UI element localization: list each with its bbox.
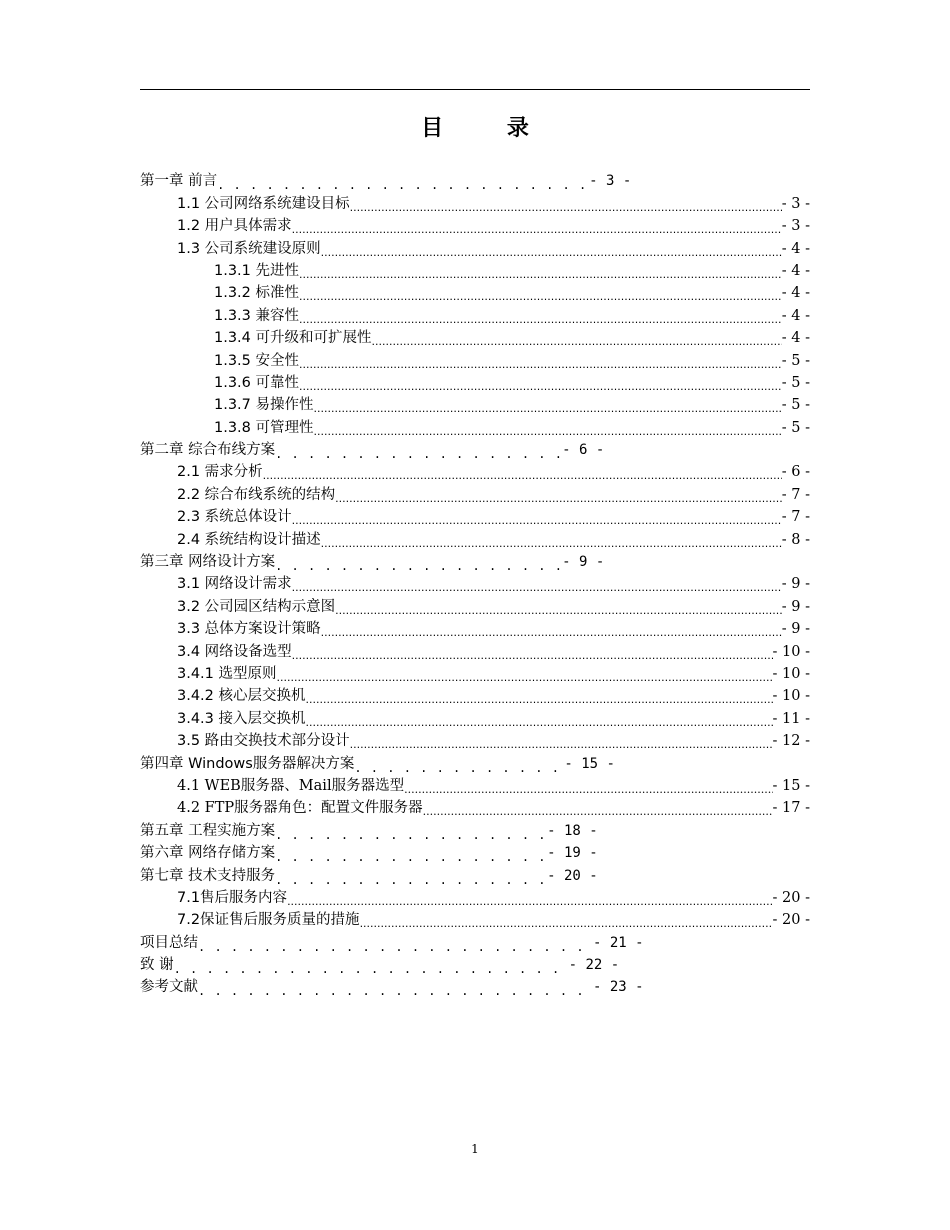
- toc-leader-dots: [314, 394, 782, 416]
- toc-entry-7-1[interactable]: [140, 887, 810, 909]
- toc-leader-dots: [350, 193, 782, 215]
- toc-entry-2-1[interactable]: [140, 461, 810, 483]
- toc-entry-label: 2.1 需求分析: [177, 464, 263, 481]
- toc-entry-page: - 4 -: [781, 307, 810, 324]
- toc-entry-page: - 19 -: [547, 845, 598, 862]
- toc-leader-dots: [335, 484, 782, 506]
- toc-entry-label: 1.1 公司网络系统建设目标: [177, 195, 350, 212]
- toc-entry-1-3-1[interactable]: [140, 260, 810, 282]
- toc-entry-label: 3.1 网络设计需求: [177, 576, 292, 593]
- toc-leader-dots: [423, 797, 773, 819]
- toc-entry-label: 第一章 前言: [140, 173, 218, 190]
- toc-entry-page: - 18 -: [547, 822, 598, 839]
- toc-entry-page: - 10 -: [772, 665, 810, 682]
- toc-leader-dots: [287, 887, 772, 909]
- footer-page-number: 1: [471, 1142, 479, 1156]
- toc-entry-page: - 9 -: [562, 554, 605, 571]
- toc-entry-chapter-2[interactable]: [140, 439, 670, 461]
- toc-leader-dots: [335, 596, 782, 618]
- toc-leader-dots: [354, 753, 564, 775]
- toc-entry-label: 7.1售后服务内容: [177, 889, 288, 906]
- toc-leader-dots: [275, 439, 562, 461]
- toc-leader-dots: [277, 663, 773, 685]
- toc-entry-page: - 7 -: [781, 509, 810, 526]
- toc-entry-page: - 5 -: [781, 397, 810, 414]
- toc-entry-page: - 15 -: [564, 755, 615, 772]
- toc-entry-label: 3.4 网络设备选型: [177, 643, 292, 660]
- toc-entry-label: 3.4.1 选型原则: [177, 665, 277, 682]
- toc-entry-chapter-4[interactable]: [140, 752, 670, 774]
- toc-entry-page: - 6 -: [562, 442, 605, 459]
- toc-entry-label: 第七章 技术支持服务: [140, 867, 276, 884]
- toc-entry-4-2[interactable]: [140, 797, 810, 819]
- toc-leader-dots: [299, 350, 782, 372]
- toc-entry-label: 1.3 公司系统建设原则: [177, 240, 321, 257]
- toc-entry-page: - 15 -: [772, 777, 810, 794]
- toc-entry-2-2[interactable]: [140, 483, 810, 505]
- toc-leader-dots: [299, 260, 782, 282]
- toc-entry-2-3[interactable]: [140, 506, 810, 528]
- toc-leader-dots: [263, 461, 782, 483]
- toc-entry-label: 1.3.3 兼容性: [214, 307, 300, 324]
- toc-entry-label: 3.4.3 接入层交换机: [177, 710, 306, 727]
- toc-entry-3-3[interactable]: [140, 618, 810, 640]
- toc-entry-1-3-8[interactable]: [140, 416, 810, 438]
- toc-entry-page: - 20 -: [772, 912, 810, 929]
- toc-entry-chapter-1[interactable]: [140, 170, 670, 192]
- toc-entry-page: - 20 -: [772, 889, 810, 906]
- table-of-contents: [140, 170, 810, 998]
- toc-entry-3-1[interactable]: [140, 573, 810, 595]
- toc-entry-page: - 5 -: [781, 352, 810, 369]
- toc-entry-label: 3.4.2 核心层交换机: [177, 688, 306, 705]
- toc-entry-label: 第四章 Windows服务器解决方案: [140, 755, 355, 772]
- toc-entry-label: 致 谢: [140, 957, 174, 974]
- toc-leader-dots: [275, 820, 547, 842]
- toc-leader-dots: [306, 708, 773, 730]
- toc-entry-page: - 12 -: [772, 733, 810, 750]
- toc-entry-label: 1.3.7 易操作性: [214, 397, 314, 414]
- toc-entry-label: 参考文献: [140, 979, 198, 996]
- toc-leader-dots: [321, 618, 782, 640]
- toc-entry-2-4[interactable]: [140, 528, 810, 550]
- toc-entry-label: 第二章 综合布线方案: [140, 442, 276, 459]
- toc-entry-page: - 22 -: [568, 957, 620, 974]
- toc-entry-page: - 5 -: [781, 419, 810, 436]
- page-title: 目 录: [421, 116, 557, 141]
- toc-entry-chapter-5[interactable]: [140, 819, 670, 841]
- toc-entry-3-5[interactable]: [140, 730, 810, 752]
- toc-entry-page: - 8 -: [781, 531, 810, 548]
- toc-entry-page: - 9 -: [781, 576, 810, 593]
- toc-leader-dots: [350, 730, 773, 752]
- toc-leader-dots: [292, 215, 782, 237]
- toc-entry-page: - 23 -: [593, 979, 644, 996]
- toc-entry-page: - 4 -: [781, 285, 810, 302]
- toc-entry-label: 4.1 WEB服务器、Mail服务器选型: [177, 777, 405, 794]
- toc-entry-page: - 11 -: [772, 710, 810, 727]
- toc-leader-dots: [299, 305, 782, 327]
- toc-entry-page: - 3 -: [781, 218, 810, 235]
- toc-leader-dots: [275, 842, 547, 864]
- toc-entry-4-1[interactable]: [140, 775, 810, 797]
- toc-entry-label: 第三章 网络设计方案: [140, 554, 276, 571]
- toc-entry-acknowledgements[interactable]: [140, 954, 670, 976]
- toc-entry-summary[interactable]: [140, 931, 670, 953]
- toc-entry-label: 4.2 FTP服务器角色：配置文件服务器: [177, 800, 423, 817]
- toc-entry-page: - 4 -: [781, 240, 810, 257]
- toc-entry-1-3-5[interactable]: [140, 349, 810, 371]
- toc-leader-dots: [360, 909, 773, 931]
- toc-entry-1-2[interactable]: [140, 215, 810, 237]
- toc-leader-dots: [217, 170, 589, 192]
- toc-leader-dots: [314, 417, 782, 439]
- toc-entry-page: - 7 -: [781, 486, 810, 503]
- toc-entry-label: 1.3.4 可升级和可扩展性: [214, 330, 372, 347]
- toc-entry-3-2[interactable]: [140, 595, 810, 617]
- toc-entry-1-3[interactable]: [140, 237, 810, 259]
- toc-leader-dots: [404, 775, 772, 797]
- toc-entry-label: 2.4 系统结构设计描述: [177, 531, 321, 548]
- toc-entry-label: 1.2 用户具体需求: [177, 218, 292, 235]
- toc-entry-label: 3.3 总体方案设计策略: [177, 621, 321, 638]
- toc-leader-dots: [292, 573, 782, 595]
- toc-entry-label: 第六章 网络存储方案: [140, 845, 276, 862]
- toc-leader-dots: [306, 685, 773, 707]
- toc-entry-label: 1.3.5 安全性: [214, 352, 300, 369]
- toc-leader-dots: [174, 954, 569, 976]
- toc-entry-page: - 4 -: [781, 330, 810, 347]
- toc-entry-page: - 3 -: [589, 173, 632, 190]
- toc-entry-label: 2.2 综合布线系统的结构: [177, 486, 336, 503]
- toc-entry-page: - 10 -: [772, 688, 810, 705]
- toc-entry-label: 1.3.1 先进性: [214, 262, 300, 279]
- toc-leader-dots: [275, 865, 547, 887]
- toc-entry-page: - 20 -: [547, 867, 598, 884]
- toc-leader-dots: [198, 976, 593, 998]
- toc-entry-chapter-6[interactable]: [140, 842, 670, 864]
- toc-leader-dots: [198, 932, 593, 954]
- toc-entry-label: 2.3 系统总体设计: [177, 509, 292, 526]
- toc-entry-3-4-1[interactable]: [140, 663, 810, 685]
- toc-entry-label: 第五章 工程实施方案: [140, 822, 276, 839]
- toc-leader-dots: [321, 238, 782, 260]
- toc-entry-label: 3.5 路由交换技术部分设计: [177, 733, 350, 750]
- toc-entry-page: - 3 -: [781, 195, 810, 212]
- toc-entry-page: - 6 -: [781, 464, 810, 481]
- toc-entry-page: - 9 -: [781, 621, 810, 638]
- toc-entry-1-3-3[interactable]: [140, 304, 810, 326]
- toc-entry-chapter-7[interactable]: [140, 864, 670, 886]
- toc-leader-dots: [292, 506, 782, 528]
- toc-entry-page: - 5 -: [781, 374, 810, 391]
- toc-entry-7-2[interactable]: [140, 909, 810, 931]
- toc-entry-page: - 10 -: [772, 643, 810, 660]
- toc-entry-page: - 17 -: [772, 800, 810, 817]
- toc-entry-3-4-3[interactable]: [140, 707, 810, 729]
- toc-entry-label: 1.3.6 可靠性: [214, 374, 300, 391]
- toc-leader-dots: [275, 551, 562, 573]
- toc-entry-page: - 4 -: [781, 262, 810, 279]
- toc-entry-1-3-7[interactable]: [140, 394, 810, 416]
- toc-leader-dots: [321, 529, 782, 551]
- toc-entry-3-4-2[interactable]: [140, 685, 810, 707]
- toc-leader-dots: [372, 327, 782, 349]
- header-rule: [140, 89, 810, 90]
- toc-entry-label: 1.3.2 标准性: [214, 285, 300, 302]
- toc-entry-label: 1.3.8 可管理性: [214, 419, 314, 436]
- toc-entry-1-3-4[interactable]: [140, 327, 810, 349]
- toc-entry-label: 3.2 公司园区结构示意图: [177, 598, 336, 615]
- toc-entry-1-3-6[interactable]: [140, 372, 810, 394]
- toc-leader-dots: [299, 372, 782, 394]
- toc-entry-label: 项目总结: [140, 934, 198, 951]
- toc-entry-label: 7.2保证售后服务质量的措施: [177, 912, 360, 929]
- toc-entry-references[interactable]: [140, 976, 670, 998]
- toc-entry-3-4[interactable]: [140, 640, 810, 662]
- toc-leader-dots: [299, 282, 782, 304]
- toc-entry-page: - 21 -: [593, 934, 644, 951]
- toc-entry-1-1[interactable]: [140, 192, 810, 214]
- toc-entry-chapter-3[interactable]: [140, 551, 670, 573]
- toc-leader-dots: [292, 641, 773, 663]
- toc-entry-page: - 9 -: [781, 598, 810, 615]
- toc-entry-1-3-2[interactable]: [140, 282, 810, 304]
